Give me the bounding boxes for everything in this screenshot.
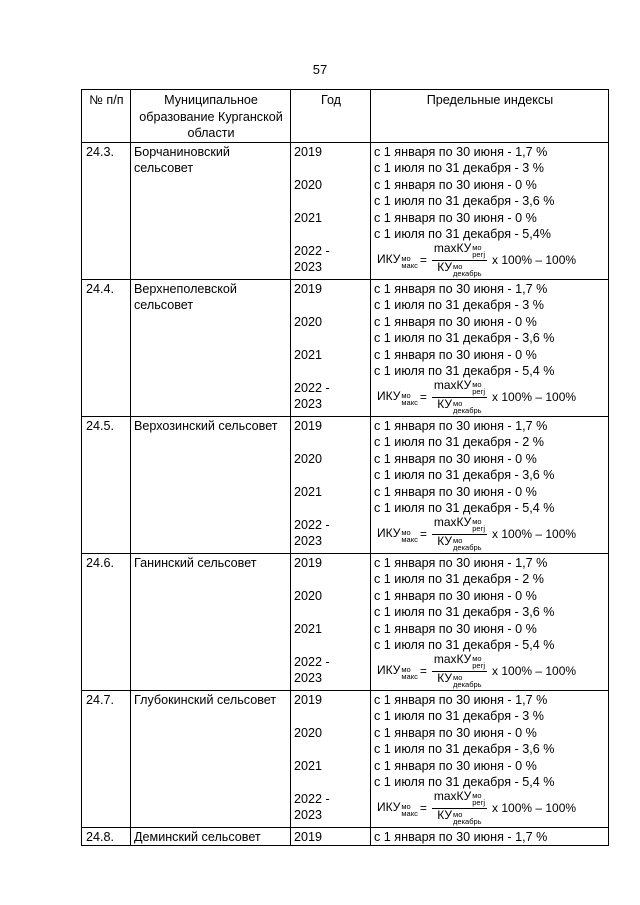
formula-num-main: maxКУ xyxy=(433,241,472,255)
formula-tail: x 100% – 100% xyxy=(492,664,577,679)
formula-tail: x 100% – 100% xyxy=(492,527,577,542)
formula-num-main: maxКУ xyxy=(433,378,472,392)
formula-lhs-scripts xyxy=(401,529,417,543)
row-municipality: Деминский сельсовет xyxy=(131,827,291,846)
formula-num-scripts xyxy=(472,244,485,258)
row-year: 2022 - 2023 xyxy=(294,654,330,685)
row-year: 2021 xyxy=(294,347,323,362)
index-formula xyxy=(374,791,606,827)
index-line: с 1 января по 30 июня - 0 % xyxy=(374,758,537,773)
row-indexes xyxy=(371,690,609,827)
limit-indexes-table xyxy=(81,89,609,846)
row-year: 2022 - 2023 xyxy=(294,517,330,548)
index-line: с 1 июля по 31 декабря - 5,4 % xyxy=(374,638,555,652)
formula-lhs-main: ИКУ xyxy=(377,251,401,266)
formula-denominator xyxy=(437,261,481,279)
formula-num-main: maxКУ xyxy=(433,515,472,529)
formula-numerator xyxy=(432,242,487,261)
index-formula xyxy=(374,517,606,553)
year-spacer xyxy=(294,741,368,758)
formula-lhs-main: ИКУ xyxy=(377,799,401,814)
index-formula xyxy=(374,380,606,416)
formula-lhs-scripts xyxy=(401,803,417,817)
index-line: с 1 июля по 31 декабря - 2 % xyxy=(374,572,544,586)
formula-den-sub: декабрь xyxy=(453,406,482,415)
row-years xyxy=(291,279,371,416)
row-year: 2019 xyxy=(294,281,323,296)
row-indexes xyxy=(371,553,609,690)
year-spacer xyxy=(294,708,368,725)
index-line: с 1 июля по 31 декабря - 2 % xyxy=(374,435,544,449)
formula-den-sup: мо xyxy=(453,536,463,545)
index-line: с 1 июля по 31 декабря - 5,4 % xyxy=(374,364,555,378)
row-year: 2020 xyxy=(294,451,323,466)
index-line: с 1 июля по 31 декабря - 3 % xyxy=(374,709,544,723)
row-year: 2019 xyxy=(294,418,323,433)
year-spacer xyxy=(294,774,368,791)
formula-num-sup: мо xyxy=(472,791,482,800)
index-line: с 1 января по 30 июня - 0 % xyxy=(374,210,537,225)
formula-num-sup: мо xyxy=(472,517,482,526)
formula-eq: = xyxy=(419,527,427,542)
row-years xyxy=(291,416,371,553)
formula-den-main: КУ xyxy=(437,671,453,685)
year-spacer xyxy=(294,604,368,621)
year-spacer xyxy=(294,434,368,451)
formula-fraction xyxy=(432,790,487,827)
formula-numerator xyxy=(432,790,487,809)
table-header-row xyxy=(82,90,609,143)
index-line: с 1 июля по 31 декабря - 3 % xyxy=(374,298,544,312)
formula-den-sub: декабрь xyxy=(453,543,482,552)
table-row xyxy=(82,690,609,827)
formula-num-scripts xyxy=(472,381,485,395)
page-number: 57 xyxy=(312,62,328,77)
formula-lhs-sup: мо xyxy=(401,390,411,400)
formula-eq: = xyxy=(419,801,427,816)
formula-lhs-sup: мо xyxy=(401,527,411,537)
formula-num-sup: мо xyxy=(472,654,482,663)
row-municipality: Верхнеполевской сельсовет xyxy=(131,279,291,416)
row-indexes xyxy=(371,827,609,846)
formula-num-sub: регj xyxy=(472,250,486,259)
index-line: с 1 июля по 31 декабря - 3,6 % xyxy=(374,742,555,756)
formula-fraction xyxy=(432,379,487,416)
formula-den-sup: мо xyxy=(453,262,463,271)
formula-lhs-sup: мо xyxy=(401,801,411,811)
index-line: с 1 января по 30 июня - 0 % xyxy=(374,177,537,192)
row-years xyxy=(291,553,371,690)
row-indexes xyxy=(371,416,609,553)
row-indexes xyxy=(371,142,609,279)
formula-den-main: КУ xyxy=(437,808,453,822)
formula-lhs xyxy=(377,799,418,819)
row-year: 2022 - 2023 xyxy=(294,243,330,274)
row-year: 2019 xyxy=(294,692,323,707)
row-number: 24.5. xyxy=(82,416,131,553)
formula-den-scripts xyxy=(453,537,482,551)
formula-tail: x 100% – 100% xyxy=(492,390,577,405)
row-year: 2020 xyxy=(294,588,323,603)
row-year: 2020 xyxy=(294,725,323,740)
row-municipality: Верхозинский сельсовет xyxy=(131,416,291,553)
year-spacer xyxy=(294,297,368,314)
formula-tail: x 100% – 100% xyxy=(492,253,577,268)
row-municipality: Глубокинский сельсовет xyxy=(131,690,291,827)
row-year: 2020 xyxy=(294,314,323,329)
row-year: 2022 - 2023 xyxy=(294,380,330,411)
formula-lhs-sub: макс xyxy=(401,534,418,544)
row-year: 2019 xyxy=(294,829,323,844)
formula-num-sup: мо xyxy=(472,380,482,389)
table-row xyxy=(82,553,609,690)
formula-fraction xyxy=(432,516,487,553)
header-number: № п/п xyxy=(82,90,131,143)
formula-den-main: КУ xyxy=(437,534,453,548)
index-line: с 1 июля по 31 декабря - 5,4 % xyxy=(374,501,555,515)
row-years xyxy=(291,142,371,279)
index-line: с 1 января по 30 июня - 1,7 % xyxy=(374,555,548,570)
year-spacer xyxy=(294,330,368,347)
formula-num-sub: регj xyxy=(472,661,486,670)
formula-tail: x 100% – 100% xyxy=(492,801,577,816)
formula-lhs xyxy=(377,388,418,408)
index-line: с 1 июля по 31 декабря - 3,6 % xyxy=(374,331,555,345)
formula-fraction xyxy=(432,242,487,279)
formula-den-scripts xyxy=(453,263,482,277)
index-line: с 1 января по 30 июня - 0 % xyxy=(374,314,537,329)
row-year: 2021 xyxy=(294,621,323,636)
formula-lhs xyxy=(377,662,418,682)
formula-den-sup: мо xyxy=(453,810,463,819)
formula-lhs-sup: мо xyxy=(401,253,411,263)
year-spacer xyxy=(294,363,368,380)
index-formula xyxy=(374,654,606,690)
formula-numerator xyxy=(432,653,487,672)
formula-eq: = xyxy=(419,664,427,679)
table-row xyxy=(82,279,609,416)
row-number: 24.4. xyxy=(82,279,131,416)
index-line: с 1 июля по 31 декабря - 5,4% xyxy=(374,227,551,241)
row-year: 2021 xyxy=(294,758,323,773)
formula-lhs-scripts xyxy=(401,666,417,680)
header-municipality: Муниципальное образование Курганской области xyxy=(131,90,291,143)
index-line: с 1 июля по 31 декабря - 3,6 % xyxy=(374,194,555,208)
formula-num-sub: регj xyxy=(472,387,486,396)
row-year: 2021 xyxy=(294,210,323,225)
year-spacer xyxy=(294,226,368,243)
index-formula xyxy=(374,243,606,279)
index-line: с 1 января по 30 июня - 0 % xyxy=(374,725,537,740)
row-indexes xyxy=(371,279,609,416)
row-year: 2019 xyxy=(294,144,323,159)
formula-denominator xyxy=(437,672,481,690)
year-spacer xyxy=(294,637,368,654)
formula-num-scripts xyxy=(472,518,485,532)
formula-den-scripts xyxy=(453,400,482,414)
formula-lhs-main: ИКУ xyxy=(377,388,401,403)
index-line: с 1 января по 30 июня - 1,7 % xyxy=(374,281,548,296)
formula-numerator xyxy=(432,379,487,398)
row-municipality: Ганинский сельсовет xyxy=(131,553,291,690)
formula-lhs-sup: мо xyxy=(401,664,411,674)
formula-den-sub: декабрь xyxy=(453,269,482,278)
index-line: с 1 июля по 31 декабря - 3 % xyxy=(374,161,544,175)
index-line: с 1 января по 30 июня - 1,7 % xyxy=(374,692,548,707)
index-line: с 1 января по 30 июня - 1,7 % xyxy=(374,144,548,159)
table-row xyxy=(82,416,609,553)
formula-den-sub: декабрь xyxy=(453,680,482,689)
formula-num-sub: регj xyxy=(472,798,486,807)
row-municipality: Борчаниновский сельсовет xyxy=(131,142,291,279)
formula-lhs-sub: макс xyxy=(401,397,418,407)
formula-den-sub: декабрь xyxy=(453,817,482,826)
formula-lhs xyxy=(377,525,418,545)
formula-den-main: КУ xyxy=(437,397,453,411)
formula-lhs-main: ИКУ xyxy=(377,525,401,540)
formula-lhs-sub: макс xyxy=(401,671,418,681)
formula-denominator xyxy=(437,398,481,416)
table-row xyxy=(82,142,609,279)
index-line: с 1 января по 30 июня - 0 % xyxy=(374,484,537,499)
formula-lhs xyxy=(377,251,418,271)
row-number: 24.3. xyxy=(82,142,131,279)
formula-fraction xyxy=(432,653,487,690)
index-line: с 1 января по 30 июня - 0 % xyxy=(374,621,537,636)
formula-lhs-sub: макс xyxy=(401,808,418,818)
formula-eq: = xyxy=(419,253,427,268)
row-years xyxy=(291,827,371,846)
row-number: 24.7. xyxy=(82,690,131,827)
year-spacer xyxy=(294,467,368,484)
formula-num-main: maxКУ xyxy=(433,789,472,803)
row-year: 2022 - 2023 xyxy=(294,791,330,822)
formula-num-scripts xyxy=(472,655,485,669)
formula-denominator xyxy=(437,535,481,553)
table-row xyxy=(82,827,609,846)
formula-eq: = xyxy=(419,390,427,405)
index-line: с 1 января по 30 июня - 1,7 % xyxy=(374,829,548,844)
header-indexes: Предельные индексы xyxy=(371,90,609,143)
row-number: 24.6. xyxy=(82,553,131,690)
formula-denominator xyxy=(437,809,481,827)
formula-lhs-sub: макс xyxy=(401,260,418,270)
formula-den-scripts xyxy=(453,674,482,688)
formula-num-scripts xyxy=(472,792,485,806)
header-year: Год xyxy=(291,90,371,143)
row-years xyxy=(291,690,371,827)
formula-num-sub: регj xyxy=(472,524,486,533)
year-spacer xyxy=(294,193,368,210)
row-number: 24.8. xyxy=(82,827,131,846)
formula-den-scripts xyxy=(453,811,482,825)
year-spacer xyxy=(294,160,368,177)
formula-lhs-scripts xyxy=(401,255,417,269)
formula-num-sup: мо xyxy=(472,243,482,252)
row-year: 2020 xyxy=(294,177,323,192)
index-line: с 1 июля по 31 декабря - 3,6 % xyxy=(374,605,555,619)
index-line: с 1 января по 30 июня - 0 % xyxy=(374,451,537,466)
formula-numerator xyxy=(432,516,487,535)
formula-den-sup: мо xyxy=(453,399,463,408)
index-line: с 1 января по 30 июня - 1,7 % xyxy=(374,418,548,433)
row-year: 2021 xyxy=(294,484,323,499)
index-line: с 1 июля по 31 декабря - 5,4 % xyxy=(374,775,555,789)
formula-lhs-scripts xyxy=(401,392,417,406)
index-line: с 1 января по 30 июня - 0 % xyxy=(374,588,537,603)
index-line: с 1 января по 30 июня - 0 % xyxy=(374,347,537,362)
formula-num-main: maxКУ xyxy=(433,652,472,666)
formula-den-main: КУ xyxy=(437,260,453,274)
row-year: 2019 xyxy=(294,555,323,570)
year-spacer xyxy=(294,500,368,517)
year-spacer xyxy=(294,571,368,588)
index-line: с 1 июля по 31 декабря - 3,6 % xyxy=(374,468,555,482)
formula-lhs-main: ИКУ xyxy=(377,662,401,677)
formula-den-sup: мо xyxy=(453,673,463,682)
